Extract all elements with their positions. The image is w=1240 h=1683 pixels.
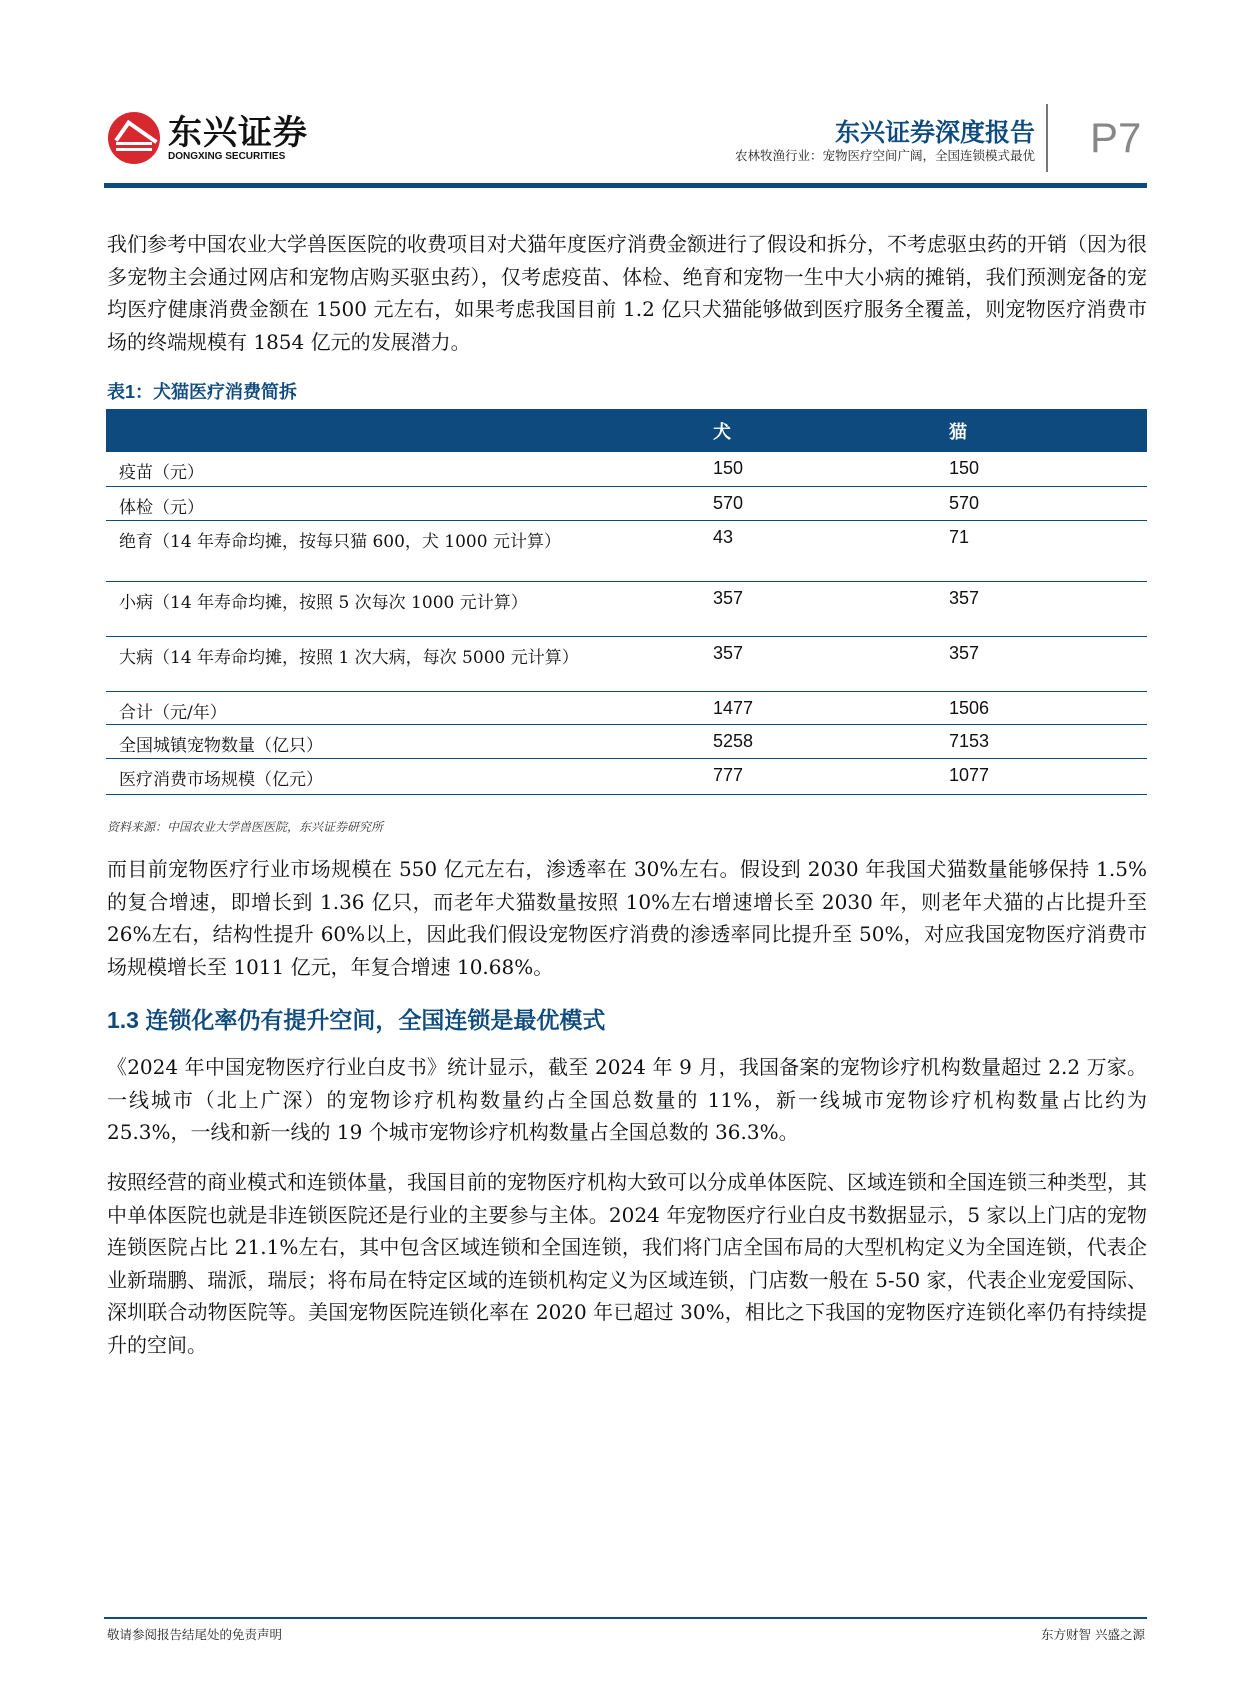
table-row	[106, 486, 1147, 520]
page-number: P7	[1090, 114, 1142, 161]
header-cell-cat: 猫	[948, 409, 1147, 452]
cat-value: 357	[948, 636, 1147, 691]
section-heading: 1.3 连锁化率仍有提升空间，全国连锁是最优模式	[107, 1007, 606, 1033]
table-title: 表1：犬猫医疗消费简拆	[107, 382, 298, 402]
row-label: 全国城镇宠物数量（亿只）	[106, 724, 712, 758]
row-label: 小病（14 年寿命均摊，按照 5 次每次 1000 元计算）	[106, 581, 712, 636]
dog-value: 570	[712, 486, 948, 520]
dog-value: 357	[712, 581, 948, 636]
header-rule	[104, 183, 1147, 188]
cat-value: 7153	[948, 724, 1147, 758]
logo-emblem-icon	[108, 112, 160, 164]
company-logo	[108, 112, 308, 164]
table-header-row	[106, 409, 1147, 452]
dog-value: 43	[712, 520, 948, 581]
report-title: 东兴证券深度报告	[834, 119, 1035, 147]
dog-value: 150	[712, 452, 948, 486]
table-row	[106, 452, 1147, 486]
paragraph-1: 我们参考中国农业大学兽医医院的收费项目对犬猫年度医疗消费金额进行了假设和拆分，不考虑驱虫药的开销（因为很多宠物主会通过网店和宠物店购买驱虫药），仅考虑疫苗、体检、绝育和宠物一生中大小病的摊销，我们预测宠备的宠均医疗健康消费金额在 1500 元左右，如果考虑我国目前 1.2 亿只犬猫能够做到医疗服务全覆盖，则宠物医疗消费市场的终端规模有 1854 亿元的发展潜力。	[107, 232, 1147, 354]
paragraph-3: 《2024 年中国宠物医疗行业白皮书》统计显示，截至 2024 年 9 月，我国备案的宠物诊疗机构数量超过 2.2 万家。一线城市（北上广深）的宠物诊疗机构数量约占全国总数量的 11%，新一线城市宠物诊疗机构数量占比约为 25.3%，一线和新一线的 19 个城市宠物诊疗机构数量占全国总数的 36.3%。	[107, 1055, 1147, 1144]
dog-value: 5258	[712, 724, 948, 758]
cat-value: 1077	[948, 758, 1147, 794]
paragraph-4: 按照经营的商业模式和连锁体量，我国目前的宠物医疗机构大致可以分成单体医院、区域连锁和全国连锁三种类型，其中单体医院也就是非连锁医院还是行业的主要参与主体。2024 年宠物医疗行业白皮书数据显示，5 家以上门店的宠物连锁医院占比 21.1%左右，其中包含区域连锁和全国连锁，我们将门店全国布局的大型机构定义为全国连锁，代表企业新瑞鹏、瑞派，瑞辰；将布局在特定区域的连锁机构定义为区域连锁，门店数一般在 5-50 家，代表企业宠爱国际、深圳联合动物医院等。美国宠物医院连锁化率在 2020 年已超过 30%，相比之下我国的宠物医疗连锁化率仍有持续提升的空间。	[107, 1170, 1147, 1357]
header-cell-dog: 犬	[712, 409, 948, 452]
dog-value: 777	[712, 758, 948, 794]
logo-text-en: DONGXING SECURITIES	[168, 150, 286, 162]
dog-value: 1477	[712, 691, 948, 724]
logo-text-cn: 东兴证券	[168, 113, 308, 152]
dog-value: 357	[712, 636, 948, 691]
row-label: 疫苗（元）	[106, 452, 712, 486]
row-label: 绝育（14 年寿命均摊，按每只猫 600，犬 1000 元计算）	[106, 520, 712, 581]
footer-slogan: 东方财智 兴盛之源	[1041, 1627, 1145, 1642]
row-label: 体检（元）	[106, 486, 712, 520]
row-label: 合计（元/年）	[106, 691, 712, 724]
header-cell-label	[106, 409, 712, 452]
table-row	[106, 758, 1147, 794]
row-label: 大病（14 年寿命均摊，按照 1 次大病，每次 5000 元计算）	[106, 636, 712, 691]
footer-disclaimer: 敬请参阅报告结尾处的免责声明	[107, 1627, 283, 1642]
table-row	[106, 691, 1147, 724]
report-subtitle: 农林牧渔行业：宠物医疗空间广阔，全国连锁模式最优	[734, 148, 1035, 163]
cat-value: 1506	[948, 691, 1147, 724]
table-row	[106, 636, 1147, 691]
footer-rule	[104, 1617, 1147, 1619]
cat-value: 570	[948, 486, 1147, 520]
cat-value: 357	[948, 581, 1147, 636]
paragraph-2: 而目前宠物医疗行业市场规模在 550 亿元左右，渗透率在 30%左右。假设到 2030 年我国犬猫数量能够保持 1.5%的复合增速，即增长到 1.36 亿只，而老年犬猫数量按照 10%左右增速增长至 2030 年，则老年犬猫的占比提升至 26%左右，结构性提升 60%以上，因此我们假设宠物医疗消费的渗透率同比提升至 50%，对应我国宠物医疗消费市场规模增长至 1011 亿元，年复合增速 10.68%。	[107, 857, 1147, 979]
cat-value: 150	[948, 452, 1147, 486]
table-row	[106, 724, 1147, 758]
cat-value: 71	[948, 520, 1147, 581]
table-source: 资料来源：中国农业大学兽医医院，东兴证券研究所	[107, 820, 384, 834]
table-row	[106, 581, 1147, 636]
pet-medical-cost-table	[106, 409, 1147, 795]
table-row	[106, 520, 1147, 581]
row-label: 医疗消费市场规模（亿元）	[106, 758, 712, 794]
header-divider	[1046, 104, 1048, 172]
